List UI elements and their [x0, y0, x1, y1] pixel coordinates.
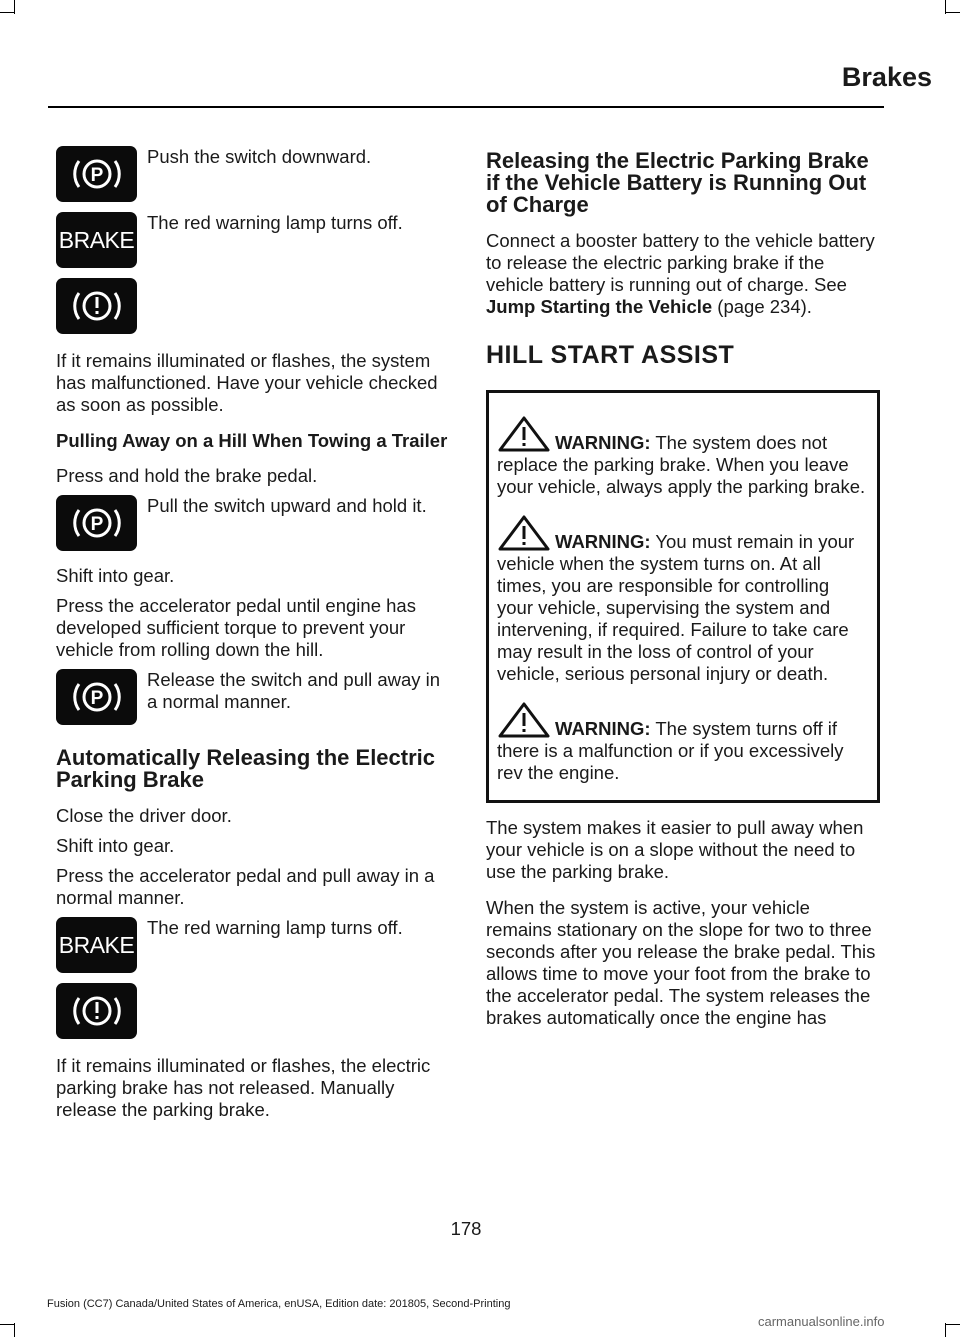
crop-mark — [14, 1323, 15, 1337]
warning-triangle-icon — [497, 415, 551, 453]
paragraph: The system makes it easier to pull away when your vehicle is on a slope without the need to use the parking brake. — [486, 817, 864, 882]
crop-mark — [946, 12, 960, 13]
icon-row — [56, 278, 448, 334]
brake-icon-label: BRAKE — [58, 932, 135, 958]
brake-warning-icon — [56, 917, 137, 973]
svg-text:P: P — [90, 688, 103, 709]
paragraph: Close the driver door. — [56, 805, 232, 826]
parking-brake-icon — [56, 146, 137, 202]
chapter-heading: HILL START ASSIST — [486, 341, 735, 369]
warning-triangle-icon — [497, 514, 551, 552]
watermark: carmanualsonline.info — [758, 1314, 885, 1329]
warning-item — [497, 514, 869, 685]
header-divider — [48, 106, 884, 108]
battery-text: Connect a booster battery to the vehicle battery to release the electric parking brake if the vehicle battery is running out of charge. See — [486, 230, 875, 295]
footer-edition: Fusion (CC7) Canada/United States of America, enUSA, Edition date: 201805, Second-Printing — [47, 1298, 511, 1310]
cross-reference-link[interactable]: Jump Starting the Vehicle — [486, 296, 713, 317]
paragraph: If it remains illuminated or flashes, the system has malfunctioned. Have your vehicle checked as soon as possible. — [56, 350, 438, 415]
paragraph: Press the accelerator pedal until engine has developed sufficient torque to prevent your vehicle from rolling down the hill. — [56, 595, 416, 660]
warning-triangle-icon — [497, 701, 551, 739]
instruction-row — [56, 495, 448, 551]
crop-mark — [945, 0, 946, 14]
instruction-row — [56, 917, 448, 973]
crop-mark — [0, 12, 14, 13]
warning-label: WARNING: — [555, 718, 651, 739]
crop-mark — [945, 1323, 946, 1337]
crop-mark — [946, 1324, 960, 1325]
section-heading: Automatically Releasing the Electric Parking Brake — [56, 745, 436, 792]
icon-row — [56, 983, 448, 1039]
instruction-text: The red warning lamp turns off. — [147, 212, 403, 233]
warning-box — [486, 390, 880, 803]
paragraph: Press and hold the brake pedal. — [56, 465, 318, 486]
svg-text:P: P — [90, 165, 103, 186]
warning-label: WARNING: — [555, 432, 651, 453]
warning-item — [497, 415, 869, 498]
parking-brake-icon — [56, 669, 137, 725]
crop-mark — [14, 0, 15, 14]
brake-warning-icon — [56, 212, 137, 268]
warning-text: The system turns off if there is a malfunction or if you excessively rev the engine. — [497, 718, 844, 783]
crop-mark — [0, 1324, 14, 1325]
page-number: 178 — [450, 1218, 482, 1239]
svg-text:P: P — [90, 514, 103, 535]
warning-label: WARNING: — [555, 531, 651, 552]
paragraph: Press the accelerator pedal and pull away in a normal manner. — [56, 865, 435, 908]
right-column — [486, 146, 880, 1043]
warning-text: The system does not replace the parking brake. When you leave your vehicle, always apply the parking brake. — [497, 432, 866, 497]
instruction-row — [56, 669, 448, 725]
section-heading: Releasing the Electric Parking Brake if the Vehicle Battery is Running Out of Charge — [486, 148, 869, 217]
left-column — [56, 146, 448, 1135]
instruction-text: Push the switch downward. — [147, 146, 372, 167]
warning-text: You must remain in your vehicle when the system turns on. At all times, you are responsible for controlling your vehicle, supervising the system and intervening, if required. Failure to take care may result in the loss of control of your vehicle, serious personal injury or death. — [497, 531, 855, 684]
brake-system-icon — [56, 983, 137, 1039]
brake-system-icon — [56, 278, 137, 334]
paragraph — [486, 230, 880, 318]
paragraph: Shift into gear. — [56, 835, 175, 856]
paragraph: If it remains illuminated or flashes, the electric parking brake has not released. Manually release the parking brake. — [56, 1055, 431, 1120]
brake-icon-label: BRAKE — [58, 227, 135, 253]
paragraph: When the system is active, your vehicle remains stationary on the slope for two to three seconds after you release the brake pedal. This allows time to move your foot from the brake to the accelerator pedal. The system releases the brakes automatically once the engine has — [486, 897, 876, 1028]
instruction-row — [56, 212, 448, 268]
warning-item — [497, 701, 869, 784]
page-reference: (page 234). — [712, 296, 812, 317]
instruction-text: Release the switch and pull away in a normal manner. — [147, 669, 441, 712]
instruction-text: The red warning lamp turns off. — [147, 917, 403, 938]
subheading: Pulling Away on a Hill When Towing a Trailer — [56, 430, 448, 451]
instruction-row — [56, 146, 448, 202]
instruction-text: Pull the switch upward and hold it. — [147, 495, 427, 516]
paragraph: Shift into gear. — [56, 565, 175, 586]
page-title: Brakes — [841, 62, 932, 92]
parking-brake-icon — [56, 495, 137, 551]
